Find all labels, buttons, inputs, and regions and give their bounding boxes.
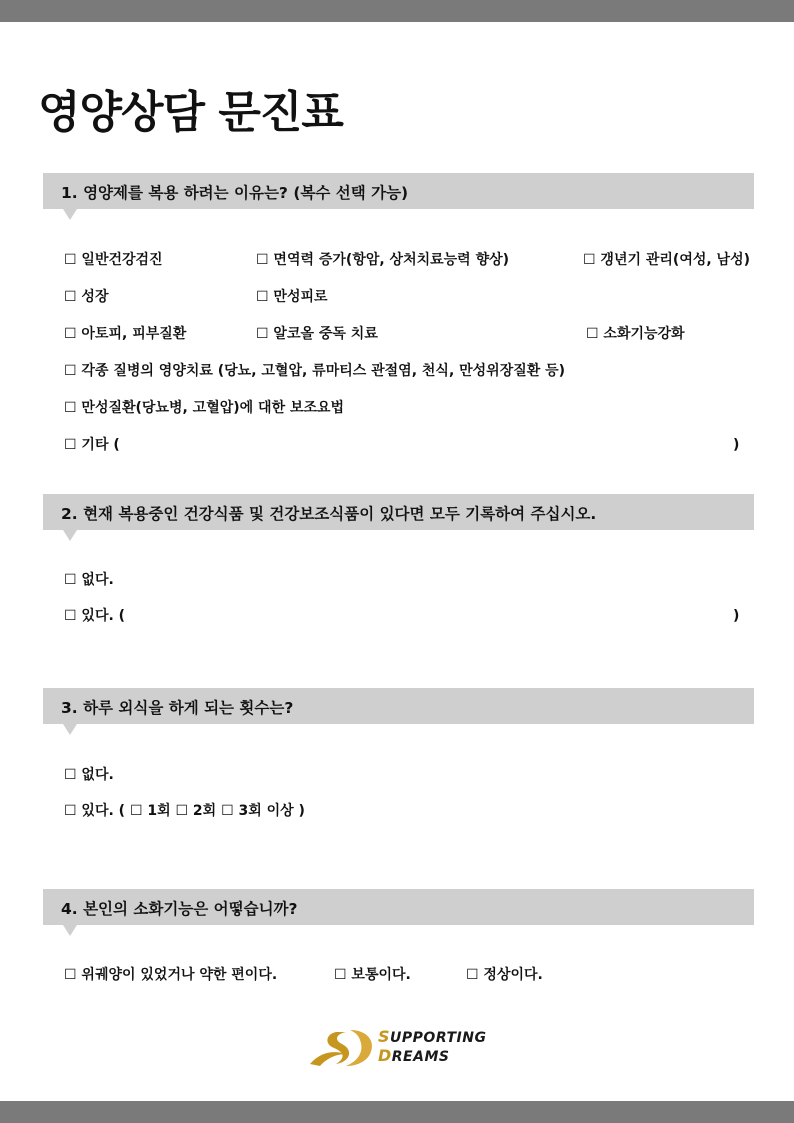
- checkbox-disease-nutrition[interactable]: ☐ 각종 질병의 영양치료 (당뇨, 고혈압, 류마티스 관절염, 천식, 만성위장질환 등): [64, 363, 566, 379]
- checkbox-q2-yes[interactable]: ☐ 있다. (: [64, 608, 126, 624]
- header-pointer-icon: [63, 724, 77, 735]
- checkbox-q4-healthy[interactable]: ☐ 정상이다.: [466, 967, 543, 983]
- logo-line-1: SUPPORTING: [378, 1027, 487, 1046]
- checkbox-other[interactable]: ☐ 기타 (: [64, 437, 120, 453]
- checkbox-chronic-disease[interactable]: ☐ 만성질환(당뇨병, 고혈압)에 대한 보조요법: [64, 400, 345, 416]
- checkbox-alcohol[interactable]: ☐ 알코올 중독 치료: [256, 326, 378, 342]
- checkbox-q4-weak[interactable]: ☐ 위궤양이 있었거나 약한 편이다.: [64, 967, 278, 983]
- header-pointer-icon: [63, 209, 77, 220]
- bottom-bar: [0, 1101, 794, 1123]
- checkbox-digestion[interactable]: ☐ 소화기능강화: [586, 326, 685, 342]
- checkbox-q4-normal[interactable]: ☐ 보통이다.: [334, 967, 411, 983]
- logo-line-2: DREAMS: [378, 1046, 450, 1065]
- question-1-header: [43, 173, 754, 209]
- supporting-dreams-logo: [306, 1024, 490, 1070]
- page-title: 영양상담 문진표: [38, 87, 343, 138]
- question-2-header: [43, 494, 754, 530]
- question-3-text: 3. 하루 외식을 하게 되는 횟수는?: [61, 699, 294, 717]
- checkbox-atopy[interactable]: ☐ 아토피, 피부질환: [64, 326, 187, 342]
- question-4-text: 4. 본인의 소화기능은 어떻습니까?: [61, 900, 298, 918]
- checkbox-q3-none[interactable]: ☐ 없다.: [64, 767, 114, 783]
- checkbox-immunity[interactable]: ☐ 면역력 증가(항암, 상처치료능력 향상): [256, 252, 510, 268]
- question-3-header: [43, 688, 754, 724]
- question-1-text: 1. 영양제를 복용 하려는 이유는? (복수 선택 가능): [61, 184, 409, 202]
- logo-swoosh-icon: [306, 1024, 378, 1070]
- checkbox-q2-none[interactable]: ☐ 없다.: [64, 572, 114, 588]
- question-2-text: 2. 현재 복용중인 건강식품 및 건강보조식품이 있다면 모두 기록하여 주십시오.: [61, 505, 597, 523]
- q2-close-paren: ): [733, 608, 740, 624]
- header-pointer-icon: [63, 925, 77, 936]
- checkbox-growth[interactable]: ☐ 성장: [64, 289, 109, 305]
- top-bar: [0, 0, 794, 22]
- header-pointer-icon: [63, 530, 77, 541]
- question-4-header: [43, 889, 754, 925]
- checkbox-chronic-fatigue[interactable]: ☐ 만성피로: [256, 289, 328, 305]
- checkbox-q3-yes[interactable]: ☐ 있다. ( ☐ 1회 ☐ 2회 ☐ 3회 이상 ): [64, 803, 305, 819]
- checkbox-general-checkup[interactable]: ☐ 일반건강검진: [64, 252, 163, 268]
- other-close-paren: ): [733, 437, 740, 453]
- checkbox-menopause[interactable]: ☐ 갱년기 관리(여성, 남성): [583, 252, 751, 268]
